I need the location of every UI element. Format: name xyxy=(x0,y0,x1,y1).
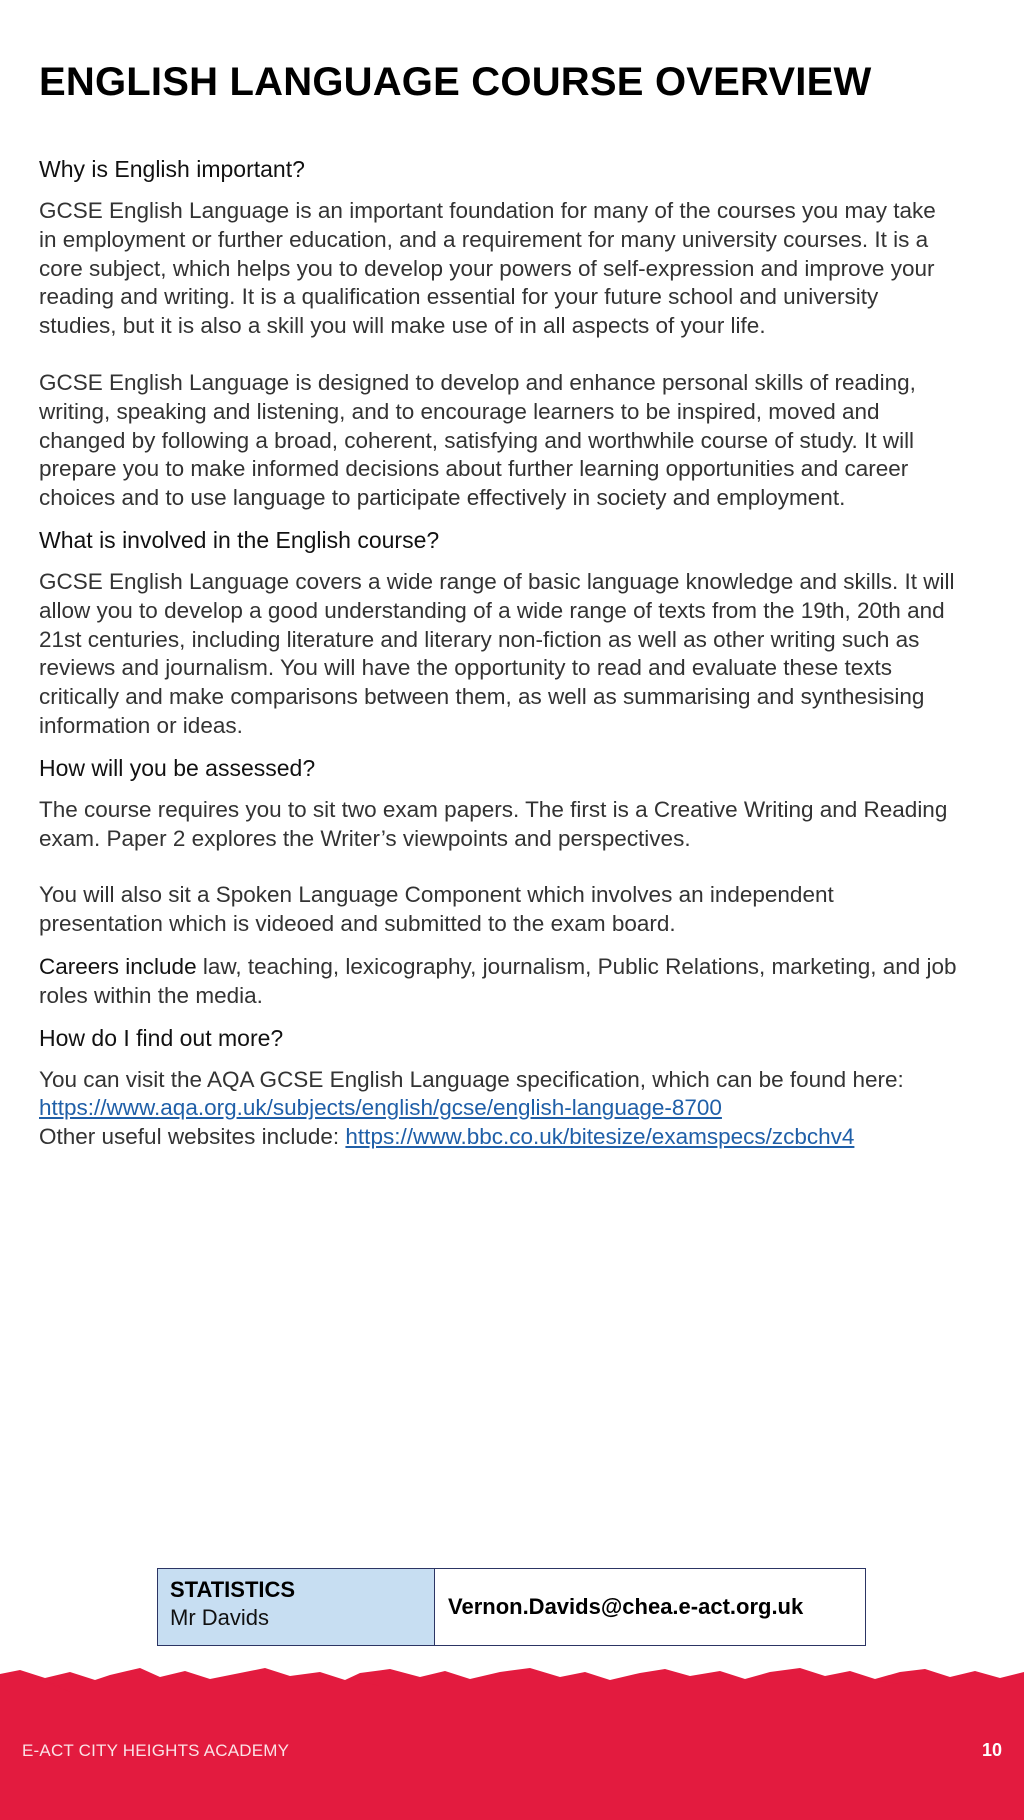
section-heading-more: How do I find out more? xyxy=(39,1024,284,1051)
why-paragraph-1: GCSE English Language is an important foundation for many of the courses you may take in employment or further education, and a requirement for many university courses. It is a core subject, which helps you to develop your powers of self-expression and improve your reading and writing. It is a qualification essential for your future school and university studies, but it is also a skill you will make use of in all aspects of your life. xyxy=(39,198,936,339)
main-content xyxy=(39,156,959,1166)
careers-lead: Careers include xyxy=(39,953,197,979)
section-heading-why: Why is English important? xyxy=(39,156,305,182)
section-heading-involved: What is involved in the English course? xyxy=(39,526,440,553)
bbc-bitesize-link[interactable]: https://www.bbc.co.uk/bitesize/examspecs/zcbchv4 xyxy=(345,1124,855,1150)
why-paragraph-2: GCSE English Language is designed to develop and enhance personal skills of reading, writing, speaking and listening, and to encourage learners to be inspired, moved and changed by following a broad, coherent, satisfying and worthwhile course of study. It will prepare you to make informed decisions about further learning opportunities and career choices and to use language to participate effectively in society and employment. xyxy=(39,369,916,511)
more-paragraph xyxy=(39,1066,959,1152)
contact-email: Vernon.Davids@chea.e-act.org.uk xyxy=(448,1594,804,1619)
involved-paragraph: GCSE English Language covers a wide range of basic language knowledge and skills. It will allow you to develop a good understanding of a wide range of texts from the 19th, 20th and 21st centuries, including literature and literary non-fiction as well as other writing such as reviews and journalism. You will have the opportunity to read and evaluate these texts critically and make comparisons between them, as well as summarising and synthesising information or ideas. xyxy=(39,568,955,738)
contact-table xyxy=(157,1568,866,1646)
page-title: ENGLISH LANGUAGE COURSE OVERVIEW xyxy=(39,60,872,104)
footer-school-name: E-ACT CITY HEIGHTS ACADEMY xyxy=(22,1741,290,1760)
contact-subject: STATISTICS xyxy=(170,1577,296,1602)
careers-text: law, teaching, lexicography, journalism, Public Relations, marketing, and job roles within the media. xyxy=(39,953,957,1008)
section-heading-assessed: How will you be assessed? xyxy=(39,754,316,781)
assessed-paragraph-2: You will also sit a Spoken Language Component which involves an independent presentation which is videoed and submitted to the exam board. xyxy=(39,882,834,937)
careers-paragraph xyxy=(39,953,959,1011)
page-number: 10 xyxy=(981,1740,1002,1760)
assessed-paragraph-1: The course requires you to sit two exam papers. The first is a Creative Writing and Reading exam. Paper 2 explores the Writer’s viewpoints and perspectives. xyxy=(39,796,948,851)
contact-teacher: Mr Davids xyxy=(170,1605,270,1630)
footer-band xyxy=(0,1660,1024,1820)
more-intro: You can visit the AQA GCSE English Language specification, which can be found here: xyxy=(39,1066,904,1092)
aqa-spec-link[interactable]: https://www.aqa.org.uk/subjects/english/gcse/english-language-8700 xyxy=(39,1095,722,1121)
more-other: Other useful websites include: xyxy=(39,1124,346,1150)
contact-subject-cell xyxy=(158,1569,435,1645)
